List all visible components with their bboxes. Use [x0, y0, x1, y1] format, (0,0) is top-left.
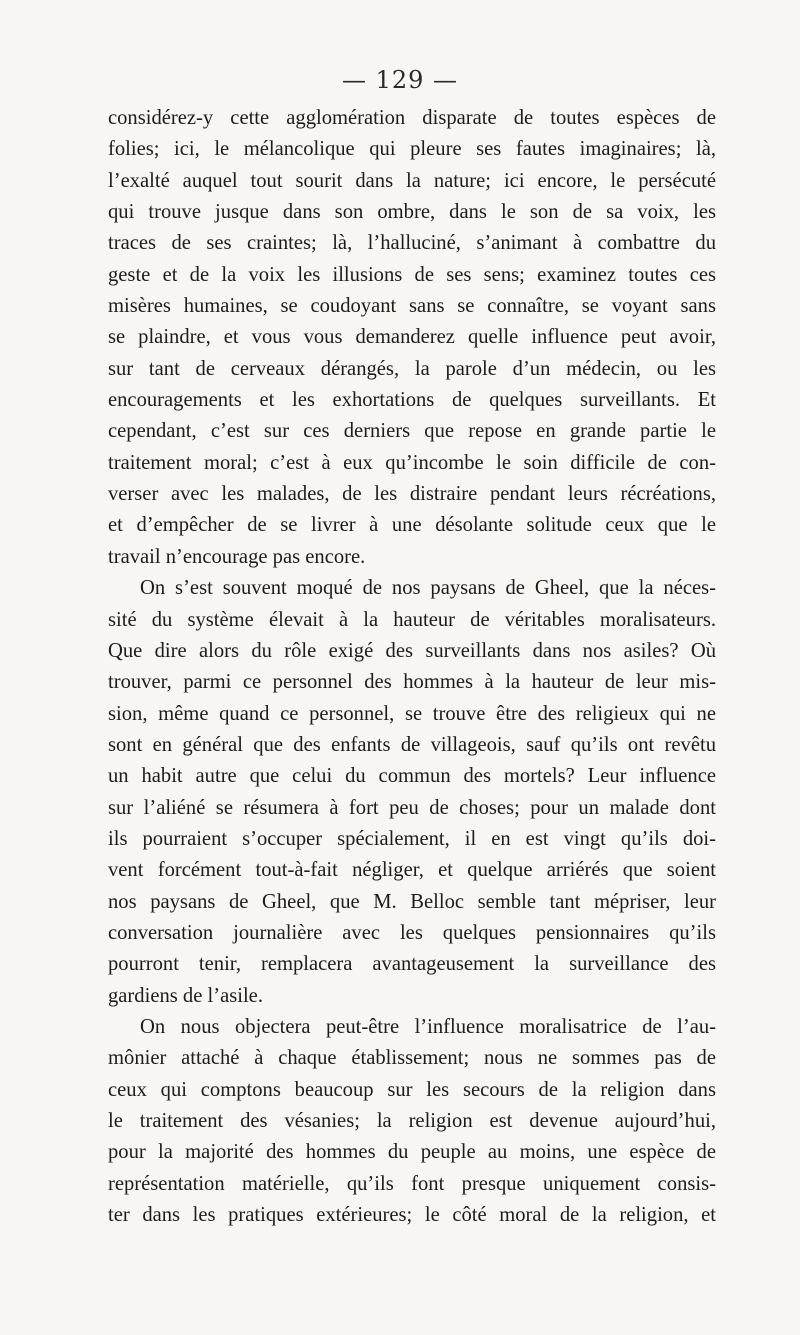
text-line: qui trouve jusque dans son ombre, dans le son de sa voix, les: [108, 201, 716, 224]
text-line: sité du système élevait à la hauteur de véritables moralisateurs.: [108, 608, 716, 631]
text-line: ils pourraient s’occuper spécialement, il en est vingt qu’ils doi-: [108, 827, 716, 850]
text-line: se plaindre, et vous vous demanderez quelle influence peut avoir,: [108, 326, 716, 349]
text-line: traces de ses craintes; là, l’halluciné, s’animant à combattre du: [108, 232, 716, 255]
text-line: conversation journalière avec les quelques pensionnaires qu’ils: [108, 921, 716, 944]
paragraph-end-line: travail n’encourage pas encore.: [108, 545, 366, 568]
text-line: sont en général que des enfants de villageois, sauf qu’ils ont revêtu: [108, 733, 716, 756]
text-line: ter dans les pratiques extérieures; le côté moral de la religion, et: [108, 1204, 716, 1227]
text-line: pour la majorité des hommes du peuple au moins, une espèce de: [108, 1141, 716, 1164]
text-line: un habit autre que celui du commun des mortels? Leur influence: [108, 765, 716, 788]
text-line: sion, même quand ce personnel, se trouve être des religieux qui ne: [108, 702, 716, 725]
text-line: verser avec les malades, de les distraire pendant leurs récréations,: [108, 483, 716, 506]
body-text: [108, 103, 716, 1231]
text-line: sur l’aliéné se résumera à fort peu de choses; pour un malade dont: [108, 796, 716, 819]
text-line: nos paysans de Gheel, que M. Belloc semble tant mépriser, leur: [108, 890, 716, 913]
text-line: folies; ici, le mélancolique qui pleure ses fautes imaginaires; là,: [108, 138, 716, 161]
text-line: cependant, c’est sur ces derniers que repose en grande partie le: [108, 420, 716, 443]
text-line: considérez-y cette agglomération disparate de toutes espèces de: [108, 107, 716, 129]
page-number: — 129 —: [341, 66, 459, 94]
text-line: vent forcément tout-à-fait négliger, et quelque arriérés que soient: [108, 859, 716, 882]
text-line: représentation matérielle, qu’ils font presque uniquement consis-: [108, 1172, 716, 1195]
text-line: pourront tenir, remplacera avantageusement la surveillance des: [108, 953, 716, 976]
text-line: l’exalté auquel tout sourit dans la nature; ici encore, le persécuté: [108, 169, 716, 192]
paragraph-end-line: gardiens de l’asile.: [108, 984, 263, 1007]
text-line: misères humaines, se coudoyant sans se connaître, se voyant sans: [108, 295, 716, 318]
text-line: Que dire alors du rôle exigé des surveillants dans nos asiles? Où: [108, 639, 716, 662]
text-line: sur tant de cerveaux dérangés, la parole d’un médecin, ou les: [108, 357, 716, 380]
text-line: trouver, parmi ce personnel des hommes à la hauteur de leur mis-: [108, 671, 716, 694]
paragraph-start-line: On nous objectera peut-être l’influence moralisatrice de l’au-: [140, 1015, 716, 1038]
text-line: traitement moral; c’est à eux qu’incombe le soin difficile de con-: [108, 451, 716, 474]
text-line: geste et de la voix les illusions de ses sens; examinez toutes ces: [108, 263, 716, 286]
text-line: encouragements et les exhortations de quelques surveillants. Et: [108, 389, 716, 412]
text-line: le traitement des vésanies; la religion est devenue aujourd’hui,: [108, 1110, 716, 1132]
paragraph-start-line: On s’est souvent moqué de nos paysans de Gheel, que la néces-: [140, 577, 716, 600]
text-line: et d’empêcher de se livrer à une désolante solitude ceux que le: [108, 514, 716, 537]
text-line: ceux qui comptons beaucoup sur les secours de la religion dans: [108, 1078, 716, 1101]
text-line: mônier attaché à chaque établissement; nous ne sommes pas de: [108, 1047, 716, 1070]
